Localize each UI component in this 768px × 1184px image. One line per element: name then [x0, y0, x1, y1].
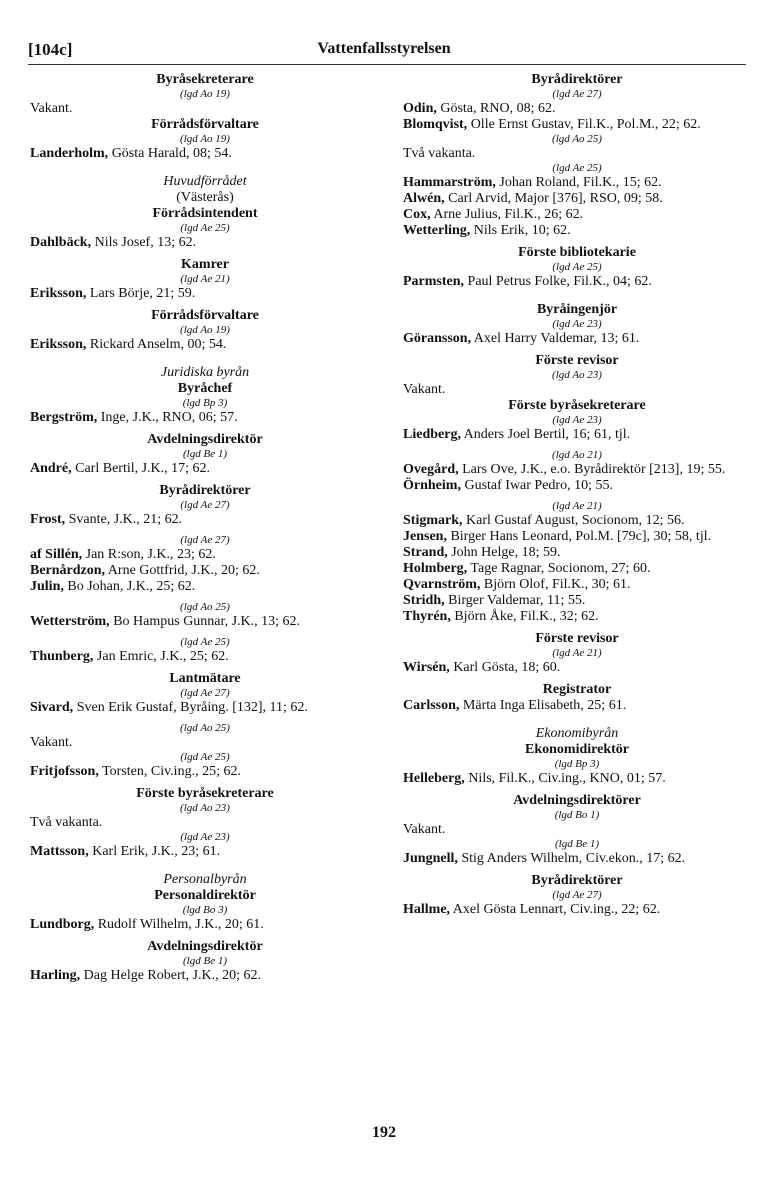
person-details: Gösta, RNO, 08; 62.: [436, 101, 556, 116]
person-surname: Hammarström,: [403, 175, 496, 190]
person-details: Carl Arvid, Major [376], RSO, 09; 58.: [444, 191, 663, 206]
person-surname: Thyrén,: [403, 609, 451, 624]
position-heading: Registrator: [542, 682, 612, 697]
person-details: Gustaf Iwar Pedro, 10; 55.: [460, 478, 613, 493]
salary-grade: (lgd Bo 1): [554, 809, 600, 821]
salary-grade: (lgd Ae 25): [180, 751, 230, 763]
salary-grade: (lgd Bp 3): [182, 397, 228, 409]
person-entry: [30, 614, 380, 630]
salary-grade: (lgd Ao 25): [180, 722, 230, 734]
person-surname: Dahlbäck,: [30, 235, 92, 250]
page-number: 192: [372, 1124, 396, 1141]
person-entry: [30, 579, 380, 595]
person-entry: [30, 764, 380, 780]
person-surname: André,: [30, 461, 72, 476]
salary-grade: (lgd Be 1): [183, 448, 227, 460]
position-heading: Byrådirektörer: [159, 483, 251, 498]
person-surname: Sivard,: [30, 700, 74, 715]
person-entry: [30, 563, 380, 579]
person-entry: [30, 337, 380, 353]
person-details: Nils Josef, 13; 62.: [91, 235, 197, 250]
person-entry: [403, 427, 751, 443]
person-surname: Wetterling,: [403, 223, 471, 238]
salary-grade: (lgd Ae 21): [552, 647, 602, 659]
person-details: Birger Hans Leonard, Pol.M. [79c], 30; 58, tjl.: [446, 529, 712, 544]
person-details: John Helge, 18; 59.: [447, 545, 561, 560]
person-details: Björn Åke, Fil.K., 32; 62.: [450, 609, 599, 624]
position-heading: Förrådsintendent: [152, 206, 258, 221]
person-surname: Strand,: [403, 545, 448, 560]
person-entry: [403, 577, 751, 593]
salary-grade: (lgd Ae 25): [180, 222, 230, 234]
location-label: (Västerås): [176, 190, 234, 205]
person-surname: Jensen,: [403, 529, 447, 544]
position-heading: Avdelningsdirektör: [147, 432, 263, 447]
person-details: Jan R:son, J.K., 23; 62.: [82, 547, 216, 562]
salary-grade: (lgd Ae 21): [180, 273, 230, 285]
person-entry: [30, 700, 380, 716]
person-surname: Cox,: [403, 207, 431, 222]
person-entry: [403, 851, 751, 867]
person-entry: [403, 331, 751, 347]
salary-grade: (lgd Ae 27): [552, 88, 602, 100]
person-entry: [30, 235, 380, 251]
person-details: Karl Gustaf August, Socionom, 12; 56.: [462, 513, 685, 528]
person-surname: Mattsson,: [30, 844, 89, 859]
person-entry: [30, 649, 380, 665]
person-details: Karl Gösta, 18; 60.: [449, 660, 561, 675]
person-details: Arne Julius, Fil.K., 26; 62.: [430, 207, 584, 222]
person-surname: Parmsten,: [403, 274, 465, 289]
person-details: Dag Helge Robert, J.K., 20; 62.: [80, 968, 261, 983]
salary-grade: (lgd Ao 23): [552, 369, 602, 381]
person-entry: [30, 146, 380, 162]
salary-grade: (lgd Bp 3): [554, 758, 600, 770]
person-details: Rudolf Wilhelm, J.K., 20; 61.: [94, 917, 264, 932]
person-details: Torsten, Civ.ing., 25; 62.: [98, 764, 241, 779]
spacer: [30, 860, 380, 872]
person-entry: [403, 529, 751, 545]
person-surname: Liedberg,: [403, 427, 461, 442]
person-entry: [403, 117, 751, 133]
person-details: Axel Gösta Lennart, Civ.ing., 22; 62.: [450, 902, 661, 917]
salary-grade: (lgd Be 1): [555, 838, 599, 850]
salary-grade: (lgd Ao 19): [180, 133, 230, 145]
person-surname: Örnheim,: [403, 478, 461, 493]
salary-grade: (lgd Ae 27): [180, 687, 230, 699]
vacancy-text: Vakant.: [403, 382, 446, 397]
person-details: Inge, J.K., RNO, 06; 57.: [97, 410, 238, 425]
position-heading: Lantmätare: [169, 671, 241, 686]
person-surname: Wirsén,: [403, 660, 450, 675]
person-surname: Carlsson,: [403, 698, 460, 713]
salary-grade: (lgd Ao 25): [180, 601, 230, 613]
position-heading: Förrådsförvaltare: [151, 117, 259, 132]
person-surname: Eriksson,: [30, 337, 87, 352]
person-entry: [30, 547, 380, 563]
salary-grade: (lgd Ao 23): [180, 802, 230, 814]
salary-grade: (lgd Ae 25): [180, 636, 230, 648]
position-heading: Avdelningsdirektörer: [513, 793, 641, 808]
salary-grade: (lgd Bo 3): [182, 904, 228, 916]
person-entry: [403, 698, 751, 714]
person-details: Karl Erik, J.K., 23; 61.: [88, 844, 221, 859]
person-entry: [30, 410, 380, 426]
person-details: Bo Hampus Gunnar, J.K., 13; 62.: [109, 614, 301, 629]
person-entry: [403, 771, 751, 787]
person-entry: [403, 462, 751, 478]
salary-grade: (lgd Ao 21): [552, 449, 602, 461]
person-details: Birger Valdemar, 11; 55.: [444, 593, 586, 608]
person-surname: Alwén,: [403, 191, 445, 206]
person-entry: [30, 917, 380, 933]
person-surname: Frost,: [30, 512, 66, 527]
person-details: Nils Erik, 10; 62.: [470, 223, 571, 238]
department-heading: Huvudförrådet: [163, 174, 247, 189]
person-entry: [403, 660, 751, 676]
person-entry: [403, 609, 751, 625]
department-heading: Personalbyrån: [163, 872, 247, 887]
position-heading: Byråchef: [177, 381, 233, 396]
vacancy-text: Vakant.: [30, 101, 73, 116]
person-entry: [403, 175, 751, 191]
vacancy-text: Två vakanta.: [30, 815, 103, 830]
left-column: [30, 72, 380, 984]
salary-grade: (lgd Ae 23): [552, 414, 602, 426]
person-surname: Lundborg,: [30, 917, 95, 932]
person-details: Björn Olof, Fil.K., 30; 61.: [480, 577, 631, 592]
position-heading: Förste revisor: [535, 631, 619, 646]
position-heading: Byrådirektörer: [531, 873, 623, 888]
vacancy-text: Vakant.: [30, 735, 73, 750]
header-rule: [28, 64, 746, 65]
person-entry: [403, 902, 751, 918]
person-entry: [30, 286, 380, 302]
person-entry: [403, 593, 751, 609]
position-heading: Förste bibliotekarie: [518, 245, 636, 260]
position-heading: Förrådsförvaltare: [151, 308, 259, 323]
salary-grade: (lgd Ae 27): [180, 534, 230, 546]
person-surname: Blomqvist,: [403, 117, 468, 132]
person-details: Anders Joel Bertil, 16; 61, tjl.: [460, 427, 631, 442]
person-details: Lars Ove, J.K., e.o. Byrådirektör [213], 19; 55.: [458, 462, 726, 477]
person-surname: Helleberg,: [403, 771, 465, 786]
person-details: Bo Johan, J.K., 25; 62.: [63, 579, 196, 594]
person-surname: Jungnell,: [403, 851, 458, 866]
person-entry: [403, 561, 751, 577]
person-surname: Harling,: [30, 968, 81, 983]
person-surname: af Sillén,: [30, 547, 83, 562]
person-details: Lars Börje, 21; 59.: [86, 286, 196, 301]
person-entry: [30, 512, 380, 528]
person-details: Stig Anders Wilhelm, Civ.ekon., 17; 62.: [457, 851, 686, 866]
person-surname: Ovegård,: [403, 462, 459, 477]
position-heading: Personaldirektör: [154, 888, 256, 903]
vacancy-text: Vakant.: [403, 822, 446, 837]
person-entry: [30, 461, 380, 477]
position-heading: Avdelningsdirektör: [147, 939, 263, 954]
person-surname: Eriksson,: [30, 286, 87, 301]
department-heading: Ekonomibyrån: [535, 726, 619, 741]
person-surname: Bergström,: [30, 410, 98, 425]
person-entry: [30, 968, 380, 984]
salary-grade: (lgd Ae 27): [180, 499, 230, 511]
salary-grade: (lgd Ae 25): [552, 261, 602, 273]
person-details: Olle Ernst Gustav, Fil.K., Pol.M., 22; 62.: [467, 117, 701, 132]
person-details: Rickard Anselm, 00; 54.: [86, 337, 227, 352]
salary-grade: (lgd Ae 25): [552, 162, 602, 174]
page-code: [104c]: [28, 40, 73, 59]
spacer: [403, 290, 751, 302]
person-details: Arne Gottfrid, J.K., 20; 62.: [105, 563, 260, 578]
person-entry: [30, 844, 380, 860]
person-surname: Holmberg,: [403, 561, 468, 576]
person-details: Johan Roland, Fil.K., 15; 62.: [495, 175, 662, 190]
person-entry: [403, 101, 751, 117]
person-details: Paul Petrus Folke, Fil.K., 04; 62.: [464, 274, 652, 289]
salary-grade: (lgd Ao 19): [180, 324, 230, 336]
person-surname: Qvarnström,: [403, 577, 481, 592]
person-surname: Thunberg,: [30, 649, 94, 664]
person-details: Jan Emric, J.K., 25; 62.: [93, 649, 229, 664]
person-surname: Julin,: [30, 579, 64, 594]
person-details: Svante, J.K., 21; 62.: [65, 512, 183, 527]
person-surname: Stigmark,: [403, 513, 463, 528]
spacer: [403, 714, 751, 726]
person-surname: Bernårdzon,: [30, 563, 106, 578]
person-surname: Hallme,: [403, 902, 451, 917]
salary-grade: (lgd Ao 19): [180, 88, 230, 100]
person-entry: [403, 513, 751, 529]
position-heading: Kamrer: [181, 257, 229, 272]
person-entry: [403, 223, 751, 239]
salary-grade: (lgd Ae 27): [552, 889, 602, 901]
person-details: Tage Ragnar, Socionom, 27; 60.: [467, 561, 651, 576]
person-entry: [403, 191, 751, 207]
person-entry: [403, 274, 751, 290]
person-details: Sven Erik Gustaf, Byråing. [132], 11; 62.: [73, 700, 308, 715]
salary-grade: (lgd Ae 23): [180, 831, 230, 843]
spacer: [30, 353, 380, 365]
person-surname: Stridh,: [403, 593, 445, 608]
right-column: [403, 72, 751, 918]
salary-grade: (lgd Ae 23): [552, 318, 602, 330]
vacancy-text: Två vakanta.: [403, 146, 476, 161]
position-heading: Byrådirektörer: [531, 72, 623, 87]
position-heading: Byråsekreterare: [156, 72, 254, 87]
person-surname: Odin,: [403, 101, 437, 116]
person-surname: Landerholm,: [30, 146, 109, 161]
position-heading: Förste byråsekreterare: [136, 786, 274, 801]
position-heading: Byråingenjör: [536, 302, 618, 317]
person-details: Märta Inga Elisabeth, 25; 61.: [459, 698, 627, 713]
person-surname: Göransson,: [403, 331, 472, 346]
person-surname: Fritjofsson,: [30, 764, 99, 779]
position-heading: Förste byråsekreterare: [508, 398, 646, 413]
salary-grade: (lgd Ae 21): [552, 500, 602, 512]
position-heading: Ekonomidirektör: [525, 742, 629, 757]
position-heading: Förste revisor: [535, 353, 619, 368]
person-details: Gösta Harald, 08; 54.: [108, 146, 232, 161]
person-details: Carl Bertil, J.K., 17; 62.: [71, 461, 211, 476]
spacer: [30, 162, 380, 174]
department-heading: Juridiska byrån: [160, 365, 250, 380]
salary-grade: (lgd Ao 25): [552, 133, 602, 145]
person-entry: [403, 478, 751, 494]
salary-grade: (lgd Be 1): [183, 955, 227, 967]
person-entry: [403, 207, 751, 223]
person-surname: Wetterström,: [30, 614, 110, 629]
person-entry: [403, 545, 751, 561]
page-title: Vattenfallsstyrelsen: [317, 40, 451, 57]
person-details: Nils, Fil.K., Civ.ing., KNO, 01; 57.: [464, 771, 666, 786]
person-details: Axel Harry Valdemar, 13; 61.: [471, 331, 640, 346]
